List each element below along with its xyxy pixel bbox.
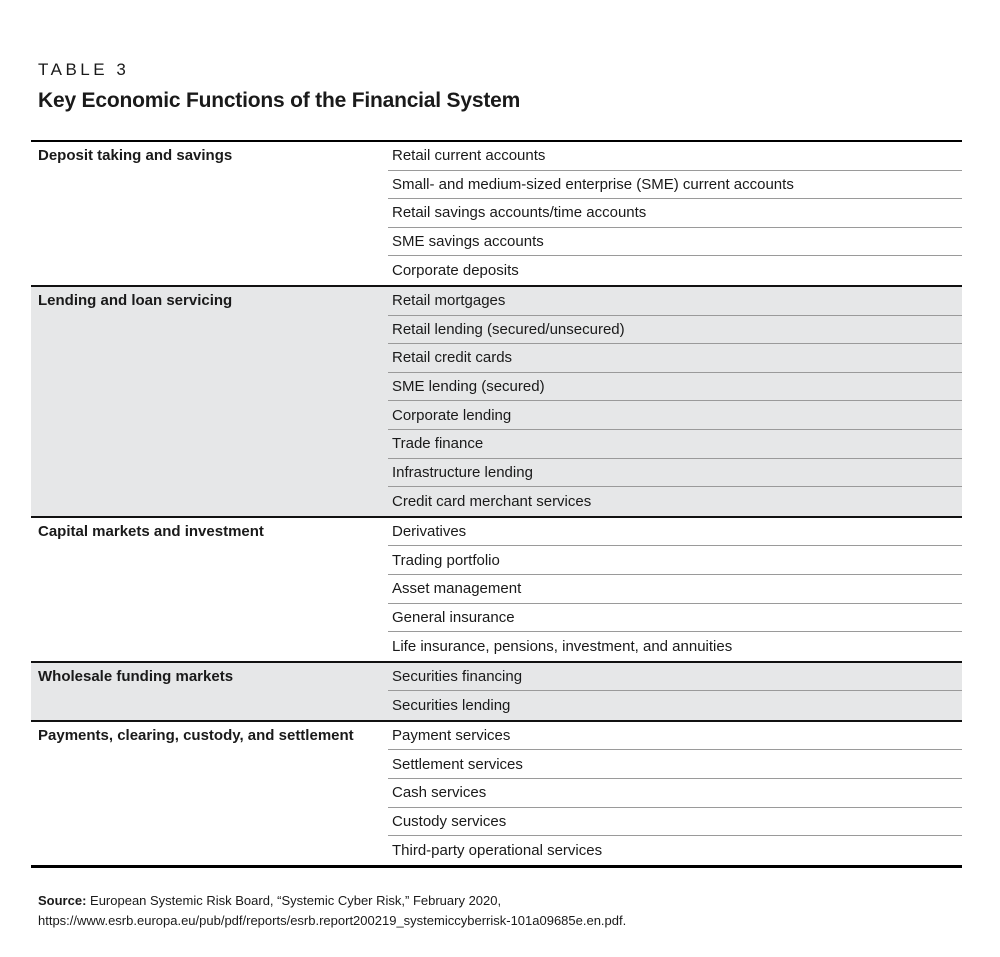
- source-text: European Systemic Risk Board, “Systemic Cyber Risk,” February 2020, https://www.esrb.europa.eu/pub/pdf/reports/esrb.report200219_systemiccyberrisk-101a09685e.en.pdf.: [38, 892, 627, 928]
- table-row: Retail savings accounts/time accounts: [388, 199, 962, 228]
- table-section: [31, 720, 962, 865]
- category-cell: Deposit taking and savings: [38, 147, 233, 164]
- functions-table: [31, 140, 962, 868]
- table-row: Third-party operational services: [392, 842, 603, 860]
- table-row: Asset management: [388, 575, 962, 604]
- table-row: SME lending (secured): [388, 373, 962, 402]
- table-row: Trading portfolio: [388, 546, 962, 575]
- table-row: Infrastructure lending: [388, 459, 962, 488]
- table-row: Corporate deposits: [392, 262, 519, 280]
- table-row: Payment services: [388, 722, 962, 751]
- table-number-label: TABLE 3: [38, 60, 130, 79]
- table-row: Small- and medium-sized enterprise (SME) current accounts: [388, 171, 962, 200]
- table-row: Derivatives: [388, 518, 962, 547]
- table-section: [31, 516, 962, 661]
- items-column: [388, 287, 962, 516]
- table-row: Corporate lending: [388, 401, 962, 430]
- category-cell: Capital markets and investment: [38, 522, 264, 540]
- table-row: Securities financing: [388, 663, 962, 692]
- table-row: Custody services: [388, 808, 962, 837]
- table-row: Settlement services: [388, 750, 962, 779]
- items-column: [388, 518, 962, 661]
- table-row: Trade finance: [388, 430, 962, 459]
- table-row: Retail lending (secured/unsecured): [388, 316, 962, 345]
- category-cell: Payments, clearing, custody, and settlement: [38, 726, 354, 744]
- items-column: [388, 142, 962, 285]
- table-row: Retail current accounts: [388, 142, 962, 171]
- table-row: Credit card merchant services: [392, 492, 592, 510]
- source-label: Source:: [38, 892, 87, 908]
- items-column: [388, 663, 962, 720]
- table-row: Securities lending: [392, 697, 511, 715]
- category-cell: Lending and loan servicing: [38, 291, 233, 309]
- source-note: [38, 891, 800, 931]
- table-row: Life insurance, pensions, investment, and annuities: [392, 637, 733, 655]
- items-column: [388, 722, 962, 865]
- table-section: [31, 142, 962, 285]
- table-row: SME savings accounts: [388, 228, 962, 257]
- table-row: Retail mortgages: [388, 287, 962, 316]
- table-section: [31, 661, 962, 720]
- table-row: General insurance: [388, 604, 962, 633]
- table-row: Retail credit cards: [388, 344, 962, 373]
- table-section: [31, 285, 962, 516]
- table-row: Cash services: [388, 779, 962, 808]
- category-cell: Wholesale funding markets: [38, 667, 234, 685]
- page-title: Key Economic Functions of the Financial System: [38, 89, 521, 112]
